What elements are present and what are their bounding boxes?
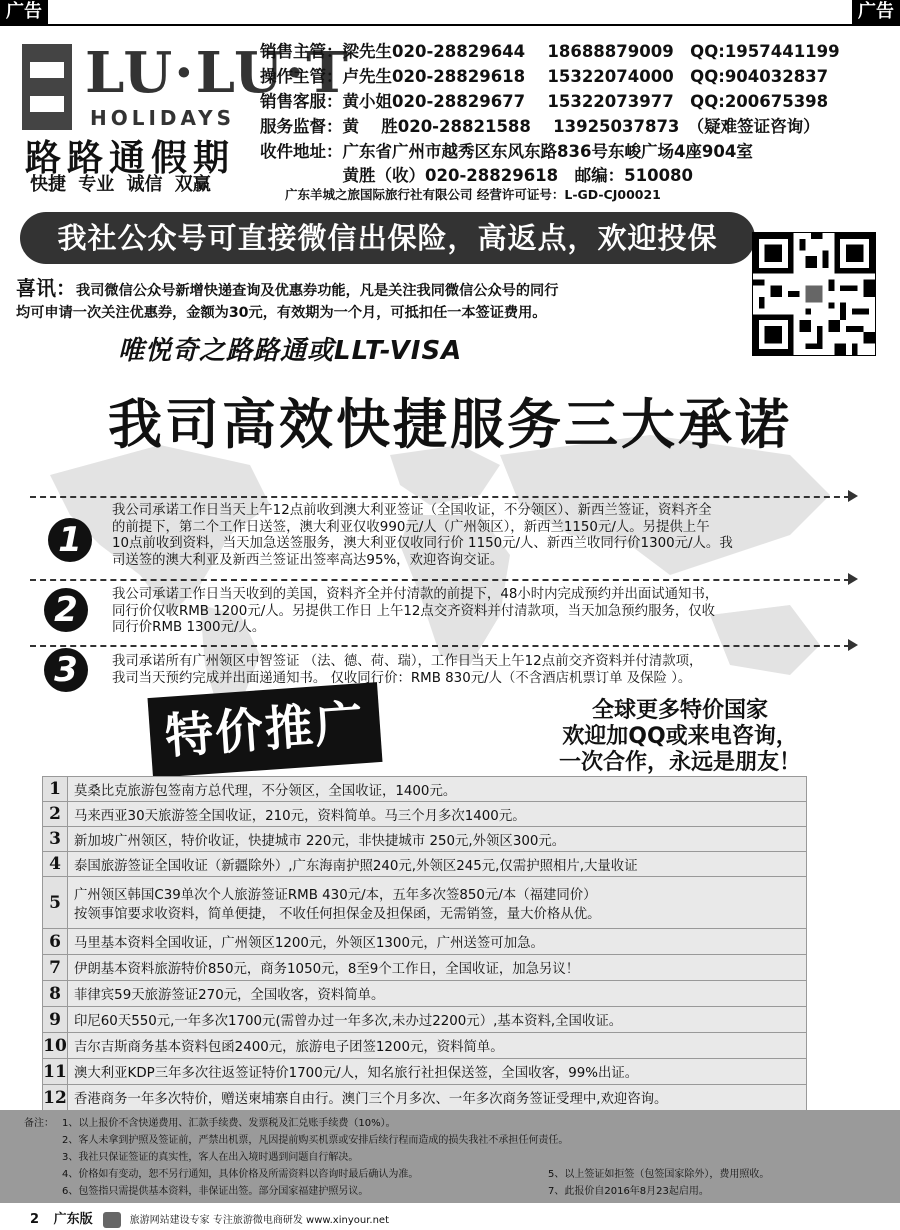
news-line-2: 均可申请一次关注优惠券，金额为30元，有效期为一个月，可抵扣任一本签证费用。	[16, 305, 547, 321]
promise-line: 我司当天预约完成并出面递通知书。 仅收同行价：RMB 830元/人（不含酒店机票订单 及保险 ）。	[112, 670, 692, 686]
note-4: 4、价格如有变动，恕不另行通知，具体价格及所需资料以咨询时最后确认为准。	[62, 1169, 419, 1180]
contact-recipient: 黄胜（收）020-28829618 邮编：510080	[260, 166, 694, 185]
table-row	[43, 1033, 807, 1059]
divider	[30, 579, 850, 581]
row-text-line: 广州领区韩国C39单次个人旅游签证RMB 430元/本，五年多次签850元/本（福建同价）	[74, 887, 597, 903]
row-number: 9	[43, 1007, 68, 1033]
logo-brand: LU·LU·T	[85, 40, 350, 106]
logo-cn-name: 路路通假期	[25, 137, 236, 179]
ad-tag-left: 广告	[0, 0, 48, 24]
note-5: 5、以上签证如拒签（包签国家除外），费用照收。	[548, 1169, 770, 1180]
special-offers-table	[42, 776, 807, 1111]
arrow-right-icon	[848, 573, 858, 585]
row-number: 3	[43, 827, 68, 852]
promise-line: 同行价RMB 1300元/人。	[112, 620, 266, 635]
news-lead: 喜讯：	[16, 276, 76, 300]
table-row	[43, 955, 807, 981]
top-rule	[0, 24, 900, 26]
divider	[30, 496, 850, 498]
row-text: 吉尔吉斯商务基本资料包函2400元，旅游电子团签1200元，资料简单。	[68, 1033, 807, 1059]
promise-number-3: 3	[44, 648, 88, 692]
row-number: 12	[43, 1085, 68, 1111]
footer	[30, 1208, 389, 1228]
promo-side-line-1: 全球更多特价国家	[591, 698, 768, 723]
promise-number-2: 2	[44, 588, 88, 632]
promo-side-line-3: 一次合作，永远是朋友！	[558, 750, 801, 775]
note-6: 6、包签指只需提供基本资料，非保证出签。部分国家福建护照另议。	[62, 1186, 369, 1197]
site-logo-icon	[103, 1212, 121, 1228]
note-1: 1、以上报价不含快递费用、汇款手续费、发票税及汇兑账手续费（10%）。	[62, 1118, 396, 1129]
note-2: 2、客人未拿到护照及签证前，严禁出机票，凡因提前购买机票或安排后续行程而造成的损失我社不承担任何责任。	[62, 1135, 569, 1146]
table-row	[43, 877, 807, 929]
promise-line: 同行价仅收RMB 1200元/人。另提供工作日 上午12点交齐资料并付清款项，当天加急预约服务，仅收	[112, 603, 716, 619]
contact-supervisor: 服务监督：黄 胜020-28821588 13925037873 （疑难签证咨询）	[260, 117, 820, 136]
table-row	[43, 777, 807, 802]
row-text: 澳大利亚KDP三年多次往返签证特价1700元/人，知名旅行社担保送签，全国收客，99%出证。	[68, 1059, 807, 1085]
row-text: 伊朗基本资料旅游特价850元，商务1050元，8至9个工作日，全国收证，加急另议！	[68, 955, 807, 981]
promise-1	[112, 503, 877, 569]
row-text-line: 按领事馆要求收资料，简单便捷， 不收任何担保金及担保函，无需销签，量大价格从优。	[74, 906, 601, 922]
note-3: 3、我社只保证签证的真实性，客人在出入境时遇到问题自行解决。	[62, 1152, 359, 1163]
row-text: 泰国旅游签证全国收证（新疆除外）,广东海南护照240元,外领区245元,仅需护照相片,大量收证	[68, 852, 807, 877]
promise-3	[112, 654, 877, 687]
row-number: 4	[43, 852, 68, 877]
promise-line: 我公司承诺工作日当天上午12点前收到澳大利亚签证（全国收证，不分领区）、新西兰签证，资料齐全	[112, 503, 712, 518]
headline: 我司高效快捷服务三大承诺	[108, 393, 792, 456]
table-row	[43, 1059, 807, 1085]
company-license: 广东羊城之旅国际旅行社有限公司 经营许可证号：L-GD-CJ00021	[285, 187, 661, 202]
row-text: 莫桑比克旅游包签南方总代理，不分领区，全国收证，1400元。	[68, 777, 807, 802]
qr-code-icon	[752, 232, 876, 356]
table-row	[43, 827, 807, 852]
row-text: 菲律宾59天旅游签证270元，全国收客，资料简单。	[68, 981, 807, 1007]
row-number: 1	[43, 777, 68, 802]
table-row	[43, 929, 807, 955]
notes-label: 备注：	[24, 1118, 54, 1129]
news-text-1: 我司微信公众号新增快递查询及优惠券功能，凡是关注我同微信公众号的同行	[76, 283, 559, 299]
row-number: 11	[43, 1059, 68, 1085]
promise-number-1: 1	[48, 518, 92, 562]
promise-line: 我司承诺所有广州领区中智签证 （法、德、荷、瑞），工作日当天上午12点前交齐资料并付清款项，	[112, 654, 703, 669]
row-number: 2	[43, 802, 68, 827]
row-text	[68, 877, 807, 929]
row-text: 香港商务一年多次特价，赠送柬埔寨自由行。澳门三个月多次、一年多次商务签证受理中,欢迎咨询。	[68, 1085, 807, 1111]
promo-badge: 特价推广	[147, 682, 382, 778]
page-number: 2	[30, 1212, 40, 1227]
notes-panel	[0, 1110, 900, 1203]
news-line-1	[16, 272, 740, 301]
row-number: 7	[43, 955, 68, 981]
row-text: 马来西亚30天旅游签全国收证，210元，资料简单。马三个月多次1400元。	[68, 802, 807, 827]
row-number: 10	[43, 1033, 68, 1059]
promo-side-line-2: 欢迎加QQ或来电咨询，	[562, 724, 798, 749]
row-number: 5	[43, 877, 68, 929]
wechat-insurance-banner: 我社公众号可直接微信出保险，高返点，欢迎投保	[20, 212, 755, 264]
row-number: 8	[43, 981, 68, 1007]
arrow-right-icon	[848, 490, 858, 502]
arrow-right-icon	[848, 639, 858, 651]
footer-text: 旅游网站建设专家 专注旅游微电商研发 www.xinyour.net	[129, 1215, 390, 1226]
promise-line: 我公司承诺工作日当天收到的美国，资料齐全并付清款的前提下，48小时内完成预约并出面试通知书，	[112, 587, 719, 602]
promise-line: 的前提下，第二个工作日送签，澳大利亚仅收990元/人（广州领区），新西兰1150元/人。另提供上午	[112, 519, 710, 535]
contact-sales-manager: 销售主管：梁先生020-28829644 18688879009 QQ:1957441199	[260, 42, 840, 61]
table-row	[43, 1007, 807, 1033]
brand-line: 唯悦奇之路路通或LLT-VISA	[118, 336, 463, 366]
contact-customer-service: 销售客服：黄小姐020-28829677 15322073977 QQ:200675398	[260, 92, 829, 111]
divider	[30, 645, 850, 647]
table-row	[43, 1085, 807, 1111]
ad-tag-right: 广告	[852, 0, 900, 24]
edition-label: 广东版	[53, 1212, 93, 1227]
contact-address: 收件地址：广东省广州市越秀区东风东路836号东峻广场4座904室	[260, 142, 753, 161]
row-text: 新加坡广州领区，特价收证，快捷城市 220元，非快捷城市 250元,外领区300元。	[68, 827, 807, 852]
promise-2	[112, 587, 877, 637]
promise-line: 10点前收到资料，当天加急送签服务，澳大利亚仅收同行价 1150元/人、新西兰收同行价1300元/人。我	[112, 536, 733, 551]
table-row	[43, 981, 807, 1007]
row-text: 马里基本资料全国收证，广州领区1200元，外领区1300元，广州送签可加急。	[68, 929, 807, 955]
table-row	[43, 802, 807, 827]
logo-slogan: 快捷 专业 诚信 双赢	[30, 174, 211, 195]
logo-sub: HOLIDAYS	[90, 106, 235, 130]
contact-ops-manager: 操作主管：卢先生020-28829618 15322074000 QQ:904032837	[260, 67, 829, 86]
note-7: 7、此报价自2016年8月23起启用。	[548, 1186, 709, 1197]
row-text: 印尼60天550元,一年多次1700元(需曾办过一年多次,未办过2200元）,基本资料,全国收证。	[68, 1007, 807, 1033]
logo-mark-icon	[22, 44, 72, 130]
promise-line: 司送签的澳大利亚及新西兰签证出签率高达95%，欢迎咨询交证。	[112, 552, 504, 568]
table-row	[43, 852, 807, 877]
row-number: 6	[43, 929, 68, 955]
